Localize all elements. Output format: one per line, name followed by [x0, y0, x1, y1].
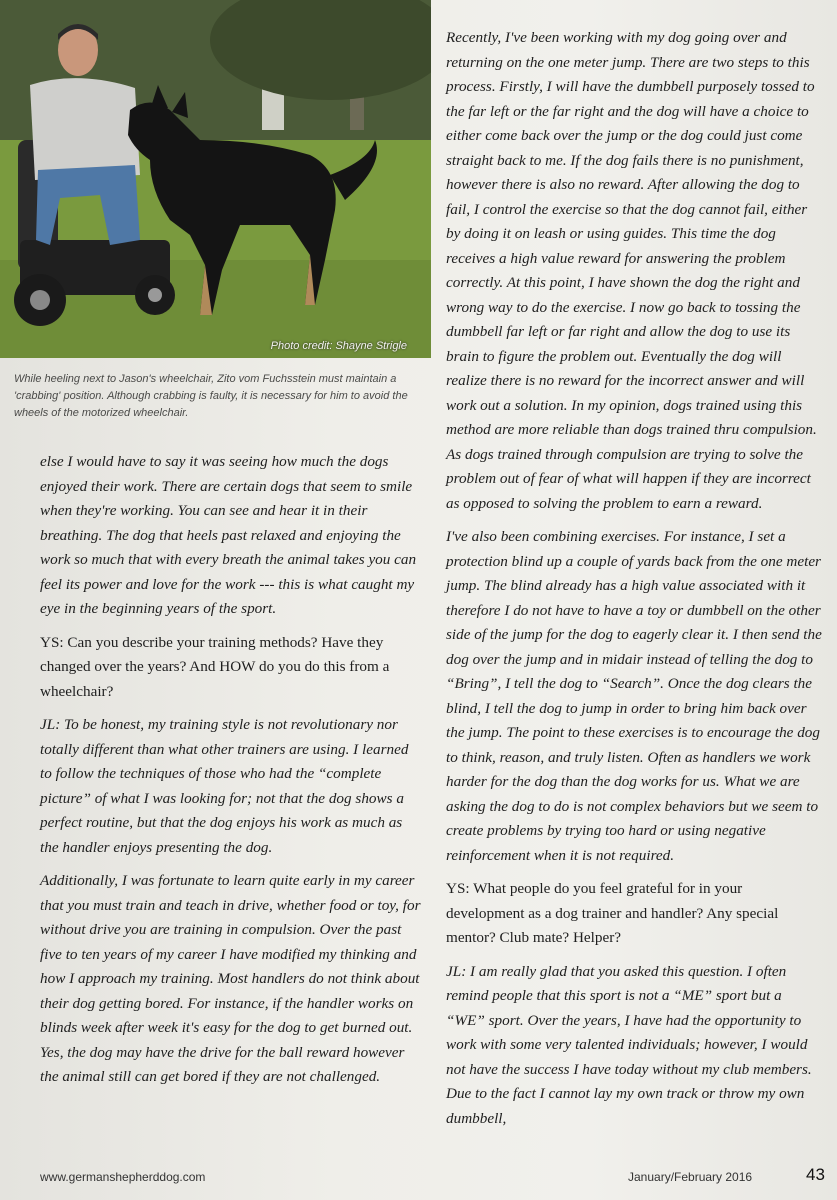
man-shirt: [30, 78, 140, 180]
paragraph: JL: To be honest, my training style is not revolutionary nor totally different than what other trainers are using. I learned to follow the techniques of those who had the “complete picture” of what I was looking for; not that the dog shows a perfect routine, but that the dog enjoys his work as much as the handler enjoys presenting the dog.: [40, 716, 409, 856]
paragraph: I've also been combining exercises. For instance, I set a protection blind up a couple of yards back from the one meter jump. The blind already has a high value associated with it therefore I do not have to have a toy or dumbbell on the other side of the jump for the dog to eagerly clear it. I then send the dog over the jump and in midair instead of telling the dog to “Bring”, I tell the dog to “Search”. Once the dog clears the blind, I tell the dog to jump in order to bring him back over the jump. The point to these exercises is to encourage the dog to think, reason, and truly listen. Often as handlers we work harder for the dog than the dog works for us. What we are asking the dog to do is not complex behaviors but we seem to create problems by trying too hard or using negative reinforcement when it is not required.: [446, 528, 822, 864]
left-column: [40, 450, 422, 1099]
page-number: 43: [806, 1165, 825, 1184]
man-wheelchair-dog-illustration: [0, 0, 431, 358]
paragraph: JL: I am really glad that you asked this question. I often remind people that this sport is not a “ME” sport but a “WE” sport. Over the years, I have had the opportunity to work with some very talented individuals; however, I would not have the success I have today without my club members. Due to the fact I cannot lay my own track or throw my own dumbbell,: [446, 962, 812, 1127]
photo-caption: While heeling next to Jason's wheelchair, Zito vom Fuchsstein must maintain a 'crabbing' position. Although crabbing is faulty, it is necessary for him to avoid the wheels of the motorized wheelchair.: [14, 373, 408, 419]
photo-credit: Photo credit: Shayne Strigle: [270, 340, 407, 352]
footer-issue-date: January/February 2016: [628, 1170, 753, 1184]
right-column: [446, 26, 822, 1140]
interview-question: YS: What people do you feel grateful for in your development as a dog trainer and handler? Any special mentor? Club mate? Helper?: [446, 880, 779, 946]
article-photo: [0, 0, 431, 358]
paragraph: Additionally, I was fortunate to learn quite early in my career that you must train and teach in drive, whether food or toy, for without drive you are training in compulsion. Over the past five to ten years of my career I have modified my thinking and how I approach my training. Most handlers do not think about their dog getting bored. For instance, if the handler works on blinds week after week it's easy for the dog to get burned out. Yes, the dog may have the drive for the ball reward however the animal still can get bored if they are not challenged.: [40, 872, 421, 1085]
interview-question: YS: Can you describe your training methods? Have they changed over the years? And HOW do you do this from a wheelchair?: [40, 633, 390, 700]
paragraph: Recently, I've been working with my dog going over and returning on the one meter jump. There are two steps to this process. Firstly, I will have the dumbbell purposely tossed to the far left or the far right and the dog will have a choice to either come back over the jump or the dog could just come straight back to me. If the dog fails there is no punishment, however there is also no reward. After allowing the dog to fail, I control the exercise so that the dog cannot fail, either by doing it on leash or using guides. This time the dog receives a high value reward for answering the problem correctly. At this point, I have shown the dog the right and wrong way to do the exercise. I now go back to tossing the dumbbell far left or far right and allow the dog to use its brain to figure the problem out. Eventually the dog will realize there is no reward for the incorrect answer and will work out a solution. In my opinion, dogs trained using this method are more reliable than dogs trained thru compulsion. As dogs trained through compulsion are trying to solve the problem out of fear of what will happen if they are incorrect as opposed to solving the problem to earn a reward.: [446, 29, 817, 512]
footer-website: www.germanshepherddog.com: [40, 1170, 206, 1184]
paragraph: else I would have to say it was seeing how much the dogs enjoyed their work. There are certain dogs that seem to smile when they're working. You can see and hear it in their breathing. The dog that heels past relaxed and enjoying the work so much that with every breath the animal takes you can feel its power and love for the work --- this is what caught my eye in the beginning years of the sport.: [40, 453, 417, 617]
